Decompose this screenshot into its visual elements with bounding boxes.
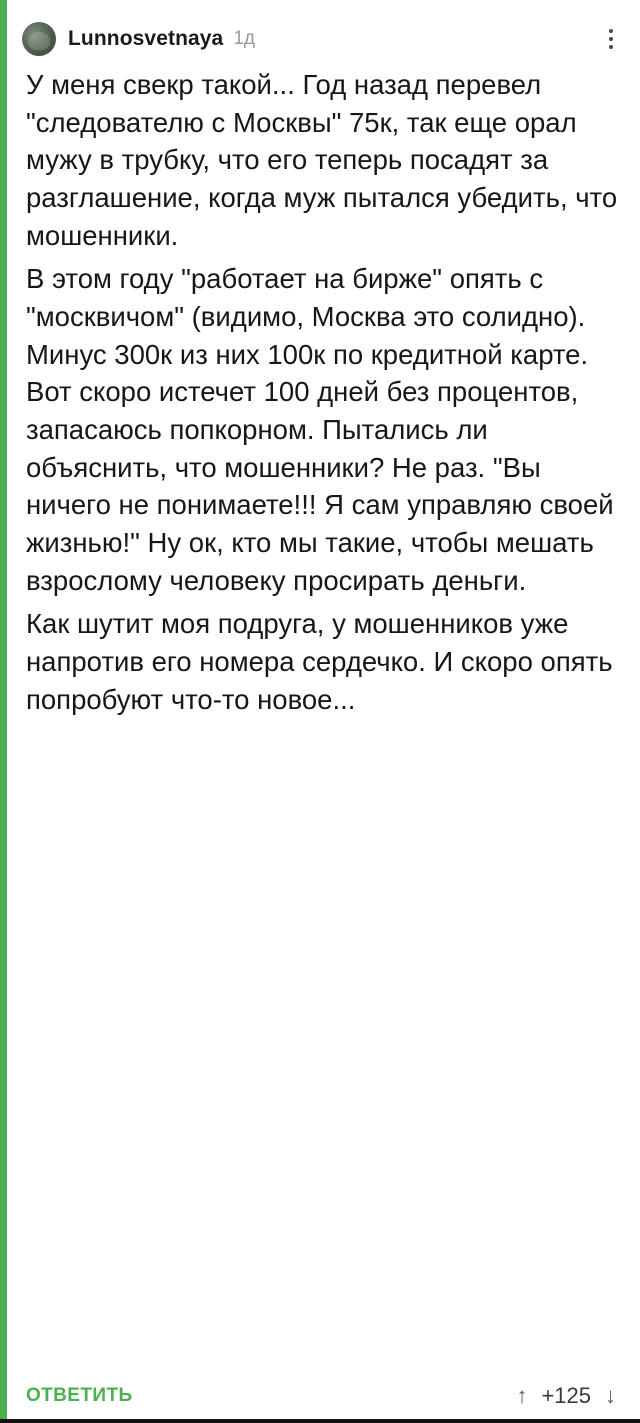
comment-paragraph: Как шутит моя подруга, у мошенников уже напротив его номера сердечко. И скоро опять попробуют что-то новое...: [26, 608, 613, 715]
vote-score: +125: [541, 1383, 591, 1408]
comment-footer: [0, 1373, 640, 1423]
more-vertical-icon[interactable]: [600, 25, 622, 53]
bottom-divider: [0, 1419, 640, 1423]
comment-timestamp: 1д: [233, 28, 255, 49]
avatar[interactable]: [22, 22, 56, 56]
thread-accent-bar: [0, 0, 7, 1423]
reply-button[interactable]: ОТВЕТИТЬ: [26, 1385, 133, 1406]
comment-paragraph: У меня свекр такой... Год назад перевел "следователю с Москвы" 75к, так еще орал мужу в трубку, что его теперь посадят за разглашение, когда муж пытался убедить, что мошенники.: [26, 69, 618, 251]
comment-author[interactable]: Lunnosvetnaya: [68, 27, 224, 50]
arrow-up-icon[interactable]: ↑: [516, 1383, 528, 1408]
vote-controls: [516, 1383, 616, 1409]
comment-header: [0, 0, 640, 66]
comment-body: [0, 66, 640, 1373]
arrow-down-icon[interactable]: ↓: [605, 1383, 616, 1408]
comment-paragraph: В этом году "работает на бирже" опять с "москвичом" (видимо, Москва это солидно). Минус 300к из них 100к по кредитной карте. Вот скоро истечет 100 дней без процентов, запасаюсь попкорном. Пытались ли объяснить, что мошенники? Не раз. "Вы ничего не понимаете!!! Я сам управляю своей жизнью!" Ну ок, кто мы такие, чтобы мешать взрослому человеку просирать деньги.: [26, 263, 614, 596]
